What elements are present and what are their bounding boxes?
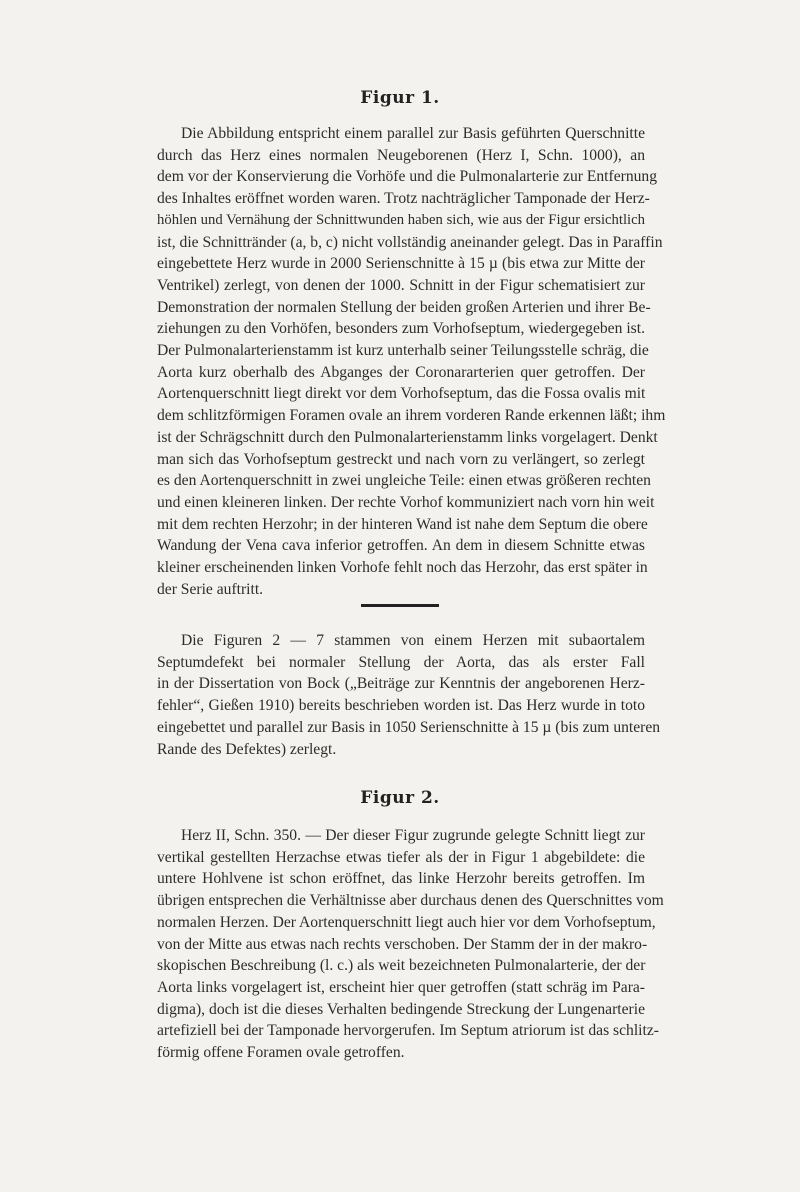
intro-paragraph [157,630,661,760]
text-line: höhlen und Vernähung der Schnittwunden haben sich, wie aus der Figur ersichtlich [157,211,645,228]
text-line: übrigen entsprechen die Verhältnisse aber durchaus denen des Querschnittes vom [157,892,664,910]
text-line: Aortenquerschnitt liegt direkt vor dem Vorhofseptum, das die Fossa ovalis mit [157,385,646,403]
text-line: Septumdefekt bei normaler Stellung der Aorta, das als erster Fall [157,653,645,671]
text-line: förmig offene Foramen ovale getroffen. [157,1044,405,1062]
figure1-paragraph [157,123,666,600]
text-line: Der Pulmonalarterienstamm ist kurz unterhalb seiner Teilungsstelle schräg, die [157,342,649,360]
text-line: untere Hohlvene ist schon eröffnet, das linke Herzohr bereits getroffen. Im [157,870,645,888]
text-line: man sich das Vorhofseptum gestreckt und nach vorn zu verlängert, so zerlegt [157,450,645,468]
text-line: in der Dissertation von Bock („Beiträge zur Kenntnis der angeborenen Herz- [157,675,645,693]
text-line: Die Figuren 2 — 7 stammen von einem Herzen mit subaortalem [181,632,645,649]
text-line: Demonstration der normalen Stellung der beiden großen Arterien und ihrer Be- [157,298,651,316]
text-line: und einen kleineren linken. Der rechte Vorhof kommuniziert nach vorn hin weit [157,493,655,511]
text-line: fehler“, Gießen 1910) bereits beschrieben worden ist. Das Herz wurde in toto [157,697,645,715]
text-line: mit dem rechten Herzohr; in der hinteren Wand ist nahe dem Septum die obere [157,515,648,533]
text-line: eingebettet und parallel zur Basis in 1050 Serienschnitte à 15 µ (bis zum unteren [157,718,661,736]
text-line: vertikal gestellten Herzachse etwas tiefer als der in Figur 1 abgebildete: die [157,848,645,866]
text-line: der Serie auftritt. [157,580,264,598]
text-line: dem vor der Konservierung die Vorhöfe und die Pulmonalarterie zur Entfernung [157,168,658,186]
text-line: dem schlitzförmigen Foramen ovale an ihrem vorderen Rande erkennen läßt; ihm [157,407,666,425]
figure2-heading: Figur 2. [360,788,440,808]
section-divider [361,604,439,607]
text-line: kleiner erscheinenden linken Vorhofe fehlt noch das Herzohr, das erst später in [157,559,648,577]
figure1-heading: Figur 1. [360,88,440,108]
text-line: von der Mitte aus etwas nach rechts verschoben. Der Stamm der in der makro- [157,935,648,953]
text-line: Aorta links vorgelagert ist, erscheint hier quer getroffen (statt schräg im Para- [157,978,645,996]
figure2-paragraph [157,825,664,1064]
text-line: skopischen Beschreibung (l. c.) als weit bezeichneten Pulmonalarterie, der der [157,957,646,975]
text-line: Herz II, Schn. 350. — Der dieser Figur zugrunde gelegte Schnitt liegt zur [181,827,645,844]
text-line: Wandung der Vena cava inferior getroffen. An dem in diesem Schnitte etwas [157,537,645,555]
text-line: ziehungen zu den Vorhöfen, besonders zum Vorhofseptum, wiedergegeben ist. [157,320,645,338]
text-line: Ventrikel) zerlegt, von denen der 1000. Schnitt in der Figur schematisiert zur [157,276,645,294]
text-line: Aorta kurz oberhalb des Abganges der Coronararterien quer getroffen. Der [157,363,645,381]
text-line: normalen Herzen. Der Aortenquerschnitt liegt auch hier vor dem Vorhofseptum, [157,913,656,931]
text-line: des Inhaltes eröffnet worden waren. Trotz nachträglicher Tamponade der Herz- [157,190,650,208]
text-line: Die Abbildung entspricht einem parallel zur Basis geführten Querschnitte [181,125,645,142]
text-line: Rande des Defektes) zerlegt. [157,740,337,758]
text-line: artefiziell bei der Tamponade hervorgerufen. Im Septum atriorum ist das schlitz- [157,1022,659,1040]
text-line: ist, die Schnittränder (a, b, c) nicht vollständig aneinander gelegt. Das in Paraffin [157,233,663,251]
text-line: es den Aortenquerschnitt in zwei ungleiche Teile: einen etwas größeren rechten [157,472,651,490]
text-line: durch das Herz eines normalen Neugeborenen (Herz I, Schn. 1000), an [157,146,645,164]
text-line: ist der Schrägschnitt durch den Pulmonalarterienstamm links vorgelagert. Denkt [157,428,658,446]
text-line: digma), doch ist die dieses Verhalten bedingende Streckung der Lungenarterie [157,1000,645,1018]
text-line: eingebettete Herz wurde in 2000 Serienschnitte à 15 µ (bis etwa zur Mitte der [157,255,645,273]
